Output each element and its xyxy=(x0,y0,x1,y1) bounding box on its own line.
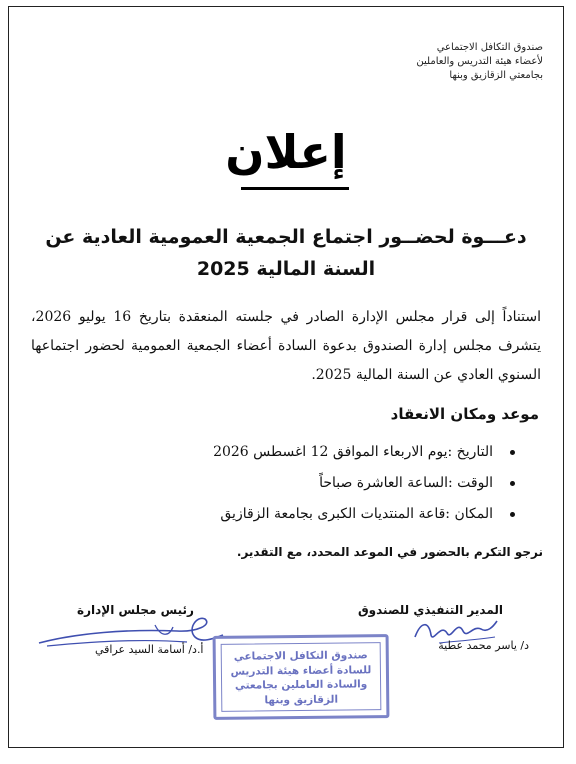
stamp-line-4: الزقازيق وبنها xyxy=(264,693,339,706)
invitation-subtitle xyxy=(39,221,533,285)
detail-date: التاريخ :يوم الاربعاء الموافق 12 اغسطس 2026 xyxy=(213,444,493,460)
bullet-icon xyxy=(510,481,515,486)
closing-line: نرجو التكرم بالحضور في الموعد المحدد، مع التقدير. xyxy=(236,545,543,559)
organization-header xyxy=(416,41,543,83)
section-heading: موعد ومكان الانعقاد xyxy=(390,405,539,423)
board-chairman-name: أ.د/ أسامة السيد عراقي xyxy=(95,643,204,656)
announcement-title: إعلان xyxy=(225,125,347,179)
list-item xyxy=(39,499,515,530)
stamp-line-1: صندوق التكافل الاجتماعي xyxy=(233,649,368,663)
header-line-3: بجامعتي الزقازيق وبنها xyxy=(449,70,543,81)
executive-director-name: د/ ياسر محمد عطية xyxy=(438,639,529,652)
board-chairman-title: رئيس مجلس الإدارة xyxy=(77,603,194,617)
title-underline xyxy=(241,187,349,190)
bullet-icon xyxy=(510,450,515,455)
detail-time: الوقت :الساعة العاشرة صباحاً xyxy=(319,475,493,491)
stamp-line-2: للسادة أعضاء هيئة التدريس xyxy=(230,663,372,678)
subtitle-line-2: السنة المالية 2025 xyxy=(196,258,376,280)
stamp-text xyxy=(221,642,382,712)
list-item xyxy=(39,437,515,468)
header-line-2: لأعضاء هيئة التدريس والعاملين xyxy=(416,56,543,67)
meeting-details-list xyxy=(39,437,515,530)
stamp-line-3: والسادة العاملين بجامعتي xyxy=(234,678,368,692)
list-item xyxy=(39,468,515,499)
detail-place: المكان :قاعة المنتديات الكبرى بجامعة الزقازيق xyxy=(220,506,493,522)
official-stamp xyxy=(213,634,390,720)
invitation-body: استناداً إلى قرار مجلس الإدارة الصادر في جلسته المنعقدة بتاريخ 16 يوليو 2026، يتشرف مجلس إدارة الصندوق بدعوة السادة أعضاء الجمعية العمومية لحضور اجتماعها السنوي العادي عن السنة المالية 2025. xyxy=(31,309,541,383)
executive-director-title: المدير التنفيذي للصندوق xyxy=(357,603,503,617)
subtitle-line-1: دعـــوة لحضــور اجتماع الجمعية العمومية العادية عن xyxy=(45,226,527,248)
bullet-icon xyxy=(510,512,515,517)
header-line-1: صندوق التكافل الاجتماعي xyxy=(436,42,543,53)
document-page xyxy=(8,6,564,748)
